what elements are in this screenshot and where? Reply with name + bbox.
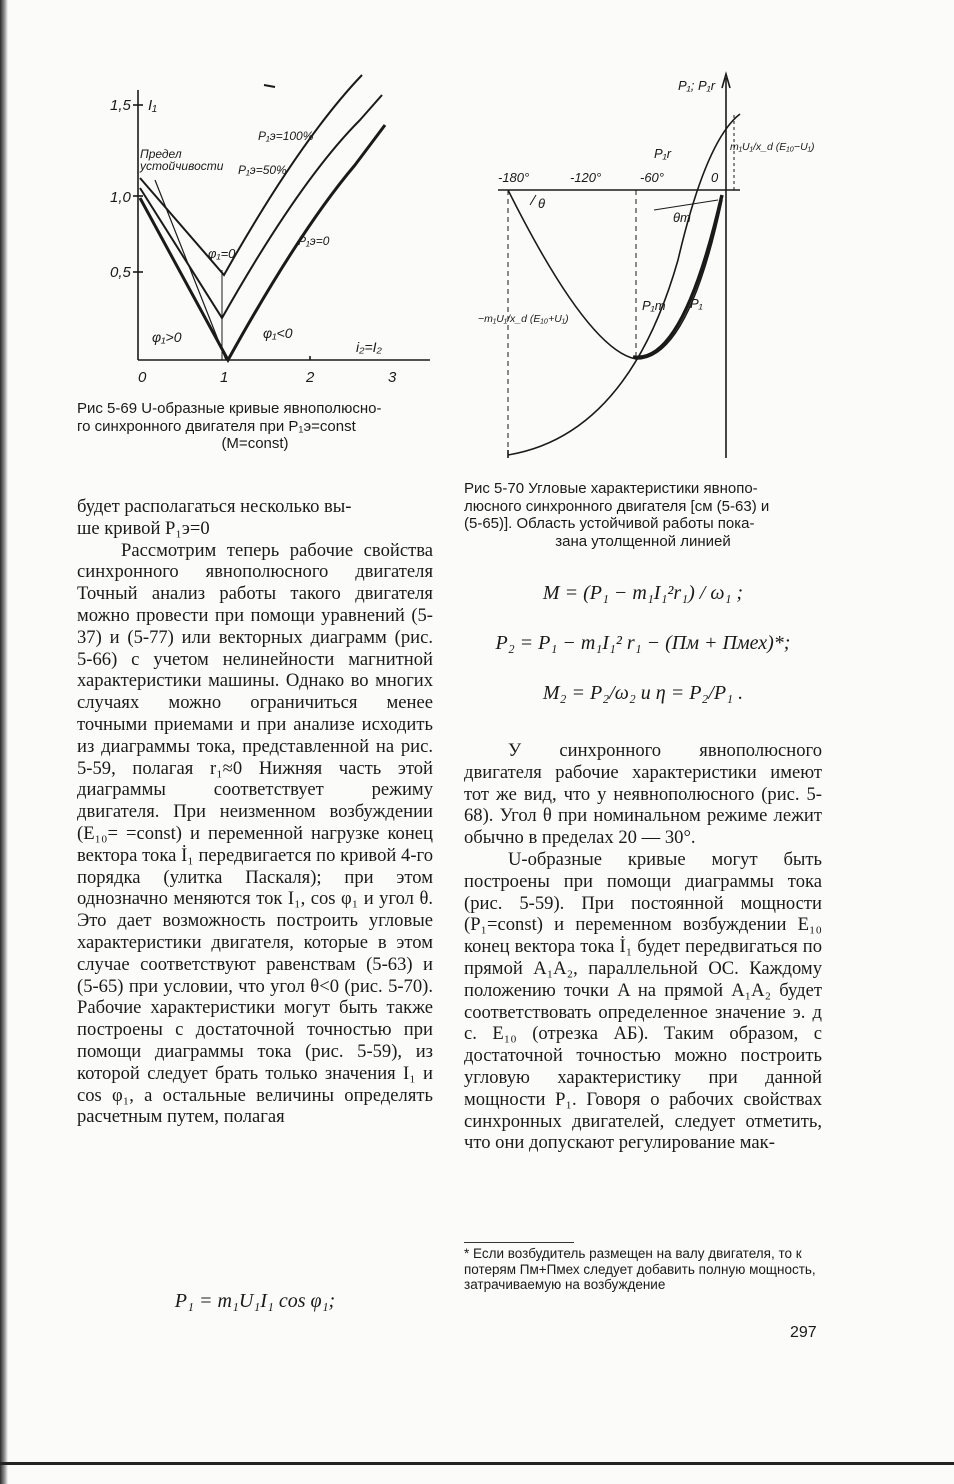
x-tick-1: 1 — [220, 369, 229, 386]
label-phi-pos: φ₁>0 — [152, 329, 182, 345]
formula-p1: P₁ = m₁U₁I₁ cos φ₁; — [174, 1290, 336, 1312]
y-tick-1-0: 1,0 — [110, 189, 131, 206]
label-stability-2: устойчивости — [140, 159, 224, 173]
fig2-caption-line: люсного синхронного двигателя [см (5-63) и — [464, 497, 770, 515]
scan-edge — [0, 0, 8, 1484]
paragraph: ше кривой P₁э=0 — [77, 517, 210, 539]
label-theta-m: θm — [673, 210, 691, 225]
formula-m: M = (P₁ − m₁I₁²r₁) / ω₁ ; — [542, 582, 744, 604]
x-tick-60: -60° — [640, 170, 664, 185]
label-p1m: P₁m — [642, 298, 666, 313]
left-column-text — [77, 496, 433, 1128]
paragraph: U-образные кривые могут быть построены при помощи диаграммы тока (рис. 5-59). При постоянной мощности (P₁=const) и переменном возбуждении E₁₀ конец вектора тока İ₁ будет передвигаться по прямой A₁A₂, параллельной OC. Каждому положению точки A на прямой A₁A₂ будет соответствовать определенное значение э. д с. E₁₀ (отрезка AБ). Таким образом, с достаточной точностью можно построить угловую характеристику при данной мощности P₁. Говоря о рабочих свойствах синхронных двигателей, следует отметить, что они допускают регулирование мак- — [464, 848, 822, 1154]
paragraph: Рассмотрим теперь рабочие свойства синхронного явнополюсного двигателя Точный анализ работы такого двигателя можно провести при помощи уравнений (5-37) и (5-77) или векторных диаграмм (рис. 5-66) с учетом нелинейности магнитной характеристики машины. Однако во многих случаях можно ограничиться менее точными приемами и при анализе исходить из диаграммы тока, представленной на рис. 5-59, полагая r₁≈0 Нижняя часть этой диаграммы соответствует режиму двигателя. При неизменном возбуждении (E₁₀= =const) и переменной нагрузке конец вектора тока İ₁ передвигается по кривой 4-го порядка (улитка Паскаля); при этом однозначно меняются ток I₁, cos φ₁ и угол θ. Это дает возможность построить угловые характеристики двигателя, которые в этом случае соответствуют равенствам (5-63) и (5-65) при условии, что угол θ<0 (рис. 5-70). Рабочие характеристики могут быть также построены с достаточной точностью при помощи диаграммы тока (рис. 5-59), из которой следует брать только значения I₁ и cos φ₁, а остальные величины определять расчетным путем, полагая — [77, 539, 433, 1128]
x-tick-120: -120° — [570, 170, 602, 185]
label-phi0: φ₁=0 — [208, 246, 236, 261]
footnote: * Если возбудитель размещен на валу двигателя, то к потерям Пм+Пмех следует добавить полную мощность, затрачиваемую на возбуждение — [464, 1246, 816, 1292]
x-tick-0: 0 — [711, 170, 719, 185]
label-axis-p1: P₁; P₁r — [678, 78, 716, 93]
x-tick-2: 2 — [306, 369, 315, 386]
fig2-caption-line: Рис 5-70 Угловые характеристики явнопо- — [464, 480, 758, 497]
label-stability-1: Предел — [140, 147, 182, 161]
fig2-caption-line: (5-65)]. Область устойчивой работы пока- — [464, 515, 755, 532]
label-theta: θ — [538, 196, 546, 211]
page-bottom-edge — [0, 1462, 954, 1465]
label-p0: P₁э=0 — [298, 234, 330, 248]
curve-p1 — [508, 114, 740, 455]
figure-5-70 — [478, 70, 818, 470]
x-tick-3: 3 — [388, 369, 397, 386]
label-p50: P₁э=50% — [238, 163, 287, 177]
x-tick-180: -180° — [498, 170, 530, 185]
page-number: 297 — [790, 1324, 817, 1341]
label-p100: P₁э=100% — [258, 129, 314, 143]
footnote-rule — [464, 1242, 574, 1243]
label-axis-i2: i₂=I₂ — [356, 339, 382, 355]
fig1-caption-line: Рис 5-69 U-образные кривые явнополюсно- — [77, 400, 382, 417]
figure-5-69 — [100, 70, 440, 390]
right-column-text — [464, 740, 822, 1154]
y-tick-1-5: 1,5 — [110, 97, 131, 114]
label-bottom-formula: −m₁U₁/x_d (E₁₀+U₁) — [478, 313, 569, 325]
label-top-formula: m₁U₁/x_d (E₁₀−U₁) — [730, 141, 815, 153]
formula-m2-eta: M₂ = P₂/ω₂ и η = P₂/P₁ . — [542, 682, 744, 704]
label-p1r: P₁r — [654, 146, 672, 161]
x-tick-0: 0 — [138, 369, 147, 386]
formula-p2: P₂ = P₁ − m₁I₁² r₁ − (Пм + Пмех)*; — [495, 632, 791, 654]
paragraph: будет располагаться несколько вы- — [77, 496, 352, 517]
fig1-caption-line: (M=const) — [221, 435, 289, 452]
fig1-caption-line: го синхронного двигателя при P₁э=const — [77, 417, 356, 435]
label-phi-neg: φ₁<0 — [263, 325, 293, 341]
fig2-caption-line: зана утолщенной линией — [555, 532, 731, 550]
fig1-caption — [77, 400, 433, 453]
y-tick-0-5: 0,5 — [110, 264, 131, 281]
label-p1: P₁ — [690, 296, 703, 311]
paragraph: У синхронного явнополюсного двигателя рабочие характеристики имеют тот же вид, что у неявнополюсного (рис. 5-68). Угол θ при номинальном режиме лежит обычно в пределах 20 — 30°. — [464, 740, 822, 849]
label-i1: I₁ — [148, 97, 157, 114]
fig2-caption — [464, 480, 822, 550]
